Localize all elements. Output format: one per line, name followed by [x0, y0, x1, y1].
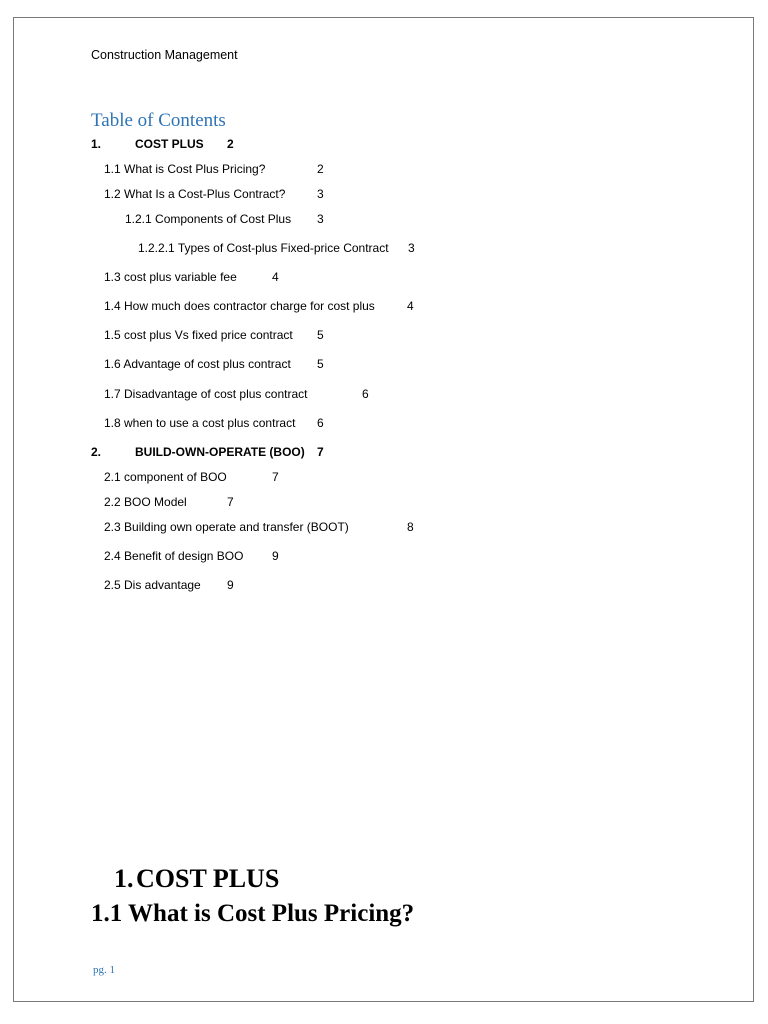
page-header: Construction Management	[91, 48, 238, 62]
toc-entry-page: 7	[227, 495, 234, 509]
toc-entry-text: 2.5 Dis advantage	[104, 578, 201, 592]
toc-entry-page: 4	[407, 299, 414, 313]
toc-entry-page: 5	[317, 328, 324, 342]
toc-entry-text: 2.1 component of BOO	[104, 470, 227, 484]
toc-entry-page: 2	[317, 162, 324, 176]
toc-entry-page: 2	[227, 137, 234, 151]
toc-entry-text: 1.5 cost plus Vs fixed price contract	[104, 328, 293, 342]
heading-cost-plus	[114, 864, 279, 894]
toc-entry-page: 7	[317, 445, 324, 459]
toc-entry-text: 1.2 What Is a Cost-Plus Contract?	[104, 187, 286, 201]
toc-entry-number: 1.	[91, 137, 102, 151]
toc-entry-text: BUILD-OWN-OPERATE (BOO)	[135, 445, 305, 459]
heading-number: 1.	[114, 864, 134, 893]
toc-entry-page: 5	[317, 357, 324, 371]
toc-entry-text: 1.2.1 Components of Cost Plus	[125, 212, 292, 226]
toc-entry-text: 2.4 Benefit of design BOO	[104, 549, 244, 563]
toc-entry-page: 6	[362, 387, 369, 401]
toc-entry-page: 6	[317, 416, 324, 430]
toc-entry-page: 7	[272, 470, 279, 484]
toc-entry-page: 9	[272, 549, 279, 563]
toc-entry-text: 1.1 What is Cost Plus Pricing?	[104, 162, 266, 176]
toc-entry-text: 1.6 Advantage of cost plus contract	[104, 357, 291, 371]
toc-entry-text: 1.3 cost plus variable fee	[104, 270, 237, 284]
heading-text: COST PLUS	[136, 864, 280, 893]
toc-entry-text: 2.3 Building own operate and transfer (BOOT)	[104, 520, 349, 534]
heading-what-is-cost-plus-pricing: 1.1 What is Cost Plus Pricing?	[91, 900, 415, 927]
toc-title: Table of Contents	[91, 110, 226, 131]
toc-entry-text: 1.8 when to use a cost plus contract	[104, 416, 296, 430]
toc-entry-page: 3	[317, 212, 324, 226]
toc-entry-number: 2.	[91, 445, 102, 459]
toc-entry-page: 3	[317, 187, 324, 201]
toc-entry-page: 4	[272, 270, 279, 284]
toc-entry-text: 2.2 BOO Model	[104, 495, 187, 509]
toc-entry-text: 1.2.2.1 Types of Cost-plus Fixed-price Contract	[138, 241, 389, 255]
toc-entry-page: 8	[407, 520, 414, 534]
toc-entry-text: 1.7 Disadvantage of cost plus contract	[104, 387, 308, 401]
document-page	[13, 17, 754, 1002]
toc-entry-text: 1.4 How much does contractor charge for cost plus	[104, 299, 375, 313]
page-number: pg. 1	[93, 964, 115, 976]
toc-entry-page: 3	[408, 241, 415, 255]
toc-entry-text: COST PLUS	[135, 137, 204, 151]
toc-entry-page: 9	[227, 578, 234, 592]
